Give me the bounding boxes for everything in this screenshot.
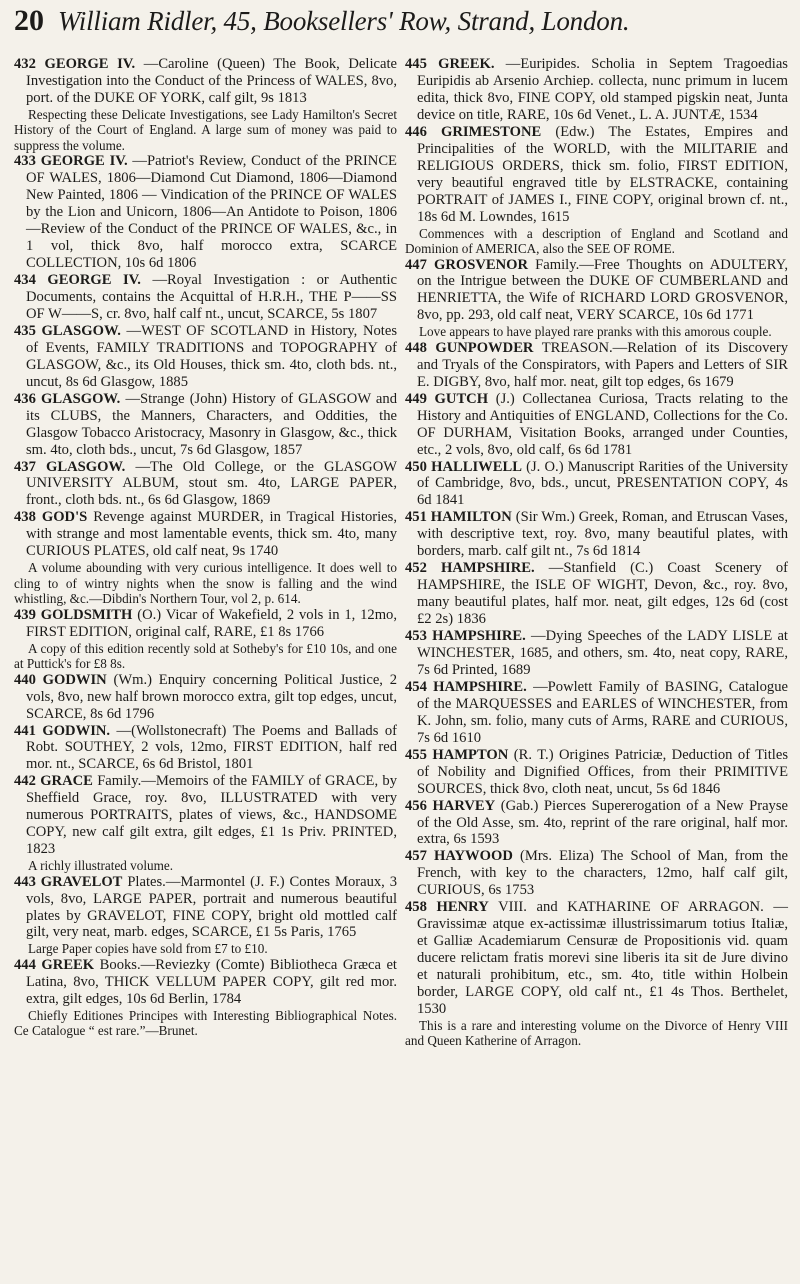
entry-description: —Royal Investigation : or Authentic Documents, contains the Acquittal of H.R.H., THE P——SS OF W——S, cr. 8vo, half calf nt., uncut, SCARCE, 5s 1807 (26, 272, 398, 322)
catalogue-entry (14, 723, 397, 774)
entry-heading: GEORGE IV. (40, 153, 128, 170)
entry-description: (Gab.) Pierces Supererogation of a New Prayse of the Old Asse, sm. 4to, reprint of the rare original, half mor. extra, 6s 1593 (417, 797, 788, 848)
entry-heading: HAMILTON (430, 509, 512, 526)
catalogue-entry (405, 798, 788, 849)
entry-number: 454 (405, 678, 427, 695)
entry-description: —Powlett Family of BASING, Catalogue of the MARQUESSES and EARLES of WINCHESTER, from K. John, sm. folio, many cuts of Arms, RARE and CURIOUS, 7s 6d 1610 (417, 678, 788, 746)
entry-description: (Sir Wm.) Greek, Roman, and Etruscan Vases, with descriptive text, roy. 8vo, many beautiful plates, with borders, marb. calf gilt nt., 7s 6d 1814 (417, 509, 788, 560)
entry-number: 457 (405, 848, 427, 865)
page-number: 20 (14, 4, 44, 37)
entry-description: —Caroline (Queen) The Book, Delicate Investigation into the Conduct of the Princess of WALES, 8vo, port. of the DUKE OF YORK, calf gilt, 9s 1813 (26, 56, 398, 106)
entry-heading: HAMPSHIRE. (441, 560, 535, 577)
entry-number: 445 (405, 56, 427, 72)
entry-heading: HAMPSHIRE. (433, 678, 527, 695)
catalogue-entry (405, 747, 788, 798)
entry-heading: GEORGE IV. (44, 56, 136, 72)
entry-description: —Dying Speeches of the LADY LISLE at WINCHESTER, 1685, and others, sm. 4to, neat copy, RARE, 7s 6d Printed, 1689 (417, 628, 788, 678)
catalogue-entry (14, 607, 397, 641)
catalogue-entry (14, 56, 397, 107)
entry-description: Family.—Free Thoughts on ADULTERY, on the Intrigue between the DUKE OF CUMBERLAND and HENRIETTA, the Wife of RICHARD LORD GROSVENOR, 8vo, pp. 293, old calf neat, VERY SCARCE, 10s 6d 1771 (417, 256, 788, 324)
catalogue-entry (14, 272, 397, 323)
page-header (14, 0, 788, 56)
entry-number: 439 (14, 606, 36, 623)
catalogue-entry (14, 672, 397, 723)
entry-heading: GRAVELOT (40, 873, 123, 890)
entry-number: 440 (14, 671, 36, 688)
entry-number: 436 (14, 390, 36, 407)
catalogue-entry (405, 560, 788, 628)
entry-heading: GLASGOW. (45, 458, 126, 475)
running-head: William Ridler, 45, Booksellers' Row, Strand, London. (58, 6, 630, 36)
entry-heading: GODWIN (42, 671, 107, 688)
entry-number: 437 (14, 458, 36, 475)
entry-description: (J.) Collectanea Curiosa, Tracts relating to the History and Antiquities of ENGLAND, Collections for the Co. OF DURHAM, Visitation Books, arranged under Counties, etc., 2 vols, 8vo, old calf, 6s 6d 1781 (417, 390, 788, 458)
entry-description: —Stanfield (C.) Coast Scenery of HAMPSHIRE, the ISLE OF WIGHT, Devon, &c., roy. 8vo, many beautiful plates, half mor. neat, gilt edges, 12s 6d (cost £2 2s) 1836 (417, 560, 788, 628)
catalogue-entry (14, 509, 397, 560)
catalogue-entry (405, 679, 788, 747)
entry-note: Commences with a description of England and Scotland and Dominion of AMERICA, also the SEE OF ROME. (405, 225, 788, 257)
catalogue-entry (405, 340, 788, 391)
catalogue-entry (405, 848, 788, 899)
entry-description: (J. O.) Manuscript Rarities of the University of Cambridge, 8vo, bds., uncut, PRESENTATION COPY, 4s 6d 1841 (417, 458, 788, 509)
entry-description: —The Old College, or the GLASGOW UNIVERSITY ALBUM, stout sm. 4to, LARGE PAPER, front., cloth bds. nt., 6s 6d Glasgow, 1869 (26, 458, 398, 509)
catalogue-entry (14, 874, 397, 942)
left-column (14, 56, 397, 1049)
entry-description: —WEST OF SCOTLAND in History, Notes of Events, FAMILY TRADITIONS and TOPOGRAPHY of GLASGOW, &c., its Old Houses, thick sm. 4to, cloth bds. nt., uncut, 8s 6d Glasgow, 1885 (26, 322, 397, 390)
entry-description: (R. T.) Origines Patriciæ, Deduction of Titles of Nobility and Dignified Offices, from their PRIMITIVE SOURCES, thick 8vo, cloth neat, uncut, 5s 6d 1846 (417, 746, 788, 797)
entry-number: 458 (405, 899, 427, 916)
entry-note: Large Paper copies have sold from £7 to £10. (28, 941, 268, 957)
entry-heading: HAYWOOD (433, 848, 513, 865)
entry-number: 435 (14, 322, 36, 339)
entry-note: A richly illustrated volume. (28, 858, 174, 874)
entry-description: VIII. and KATHARINE OF ARRAGON. —Gravissimæ atque ex-actissimæ illustrissimarum totius Italiæ, et Galliæ Academiarum Censuræ de Propositionis vid. quam ducere relictam fratis morevi sine liberis ita sit de Jure divino et naturali prohibitum, etc., sm. 4to, title within Holbein border, LARGE COPY, old calf nt., £1 4s Thos. Berthelet, 1530 (417, 899, 788, 1018)
entry-heading: HALLIWELL (431, 458, 522, 475)
entry-note: Respecting these Delicate Investigations, see Lady Hamilton's Secret History of the Court of England. A large sum of money was paid to suppress the volume. (14, 106, 397, 153)
catalogue-entry (14, 391, 397, 459)
entry-description: —Strange (John) History of GLASGOW and its CLUBS, the Manners, Characters, and Oddities, the Glasgow Tobacco Aristocracy, Masonry in Glasgow, &c., thick sm. 4to, cloth bds., uncut, 7s 6d Glasgow, 1857 (26, 390, 398, 458)
entry-description: (Wm.) Enquiry concerning Political Justice, 2 vols, 8vo, new half brown morocco extra, gilt top edges, uncut, SCARCE, 8s 6d 1796 (26, 671, 398, 722)
catalogue-entry (405, 391, 788, 459)
entry-description: —(Wollstonecraft) The Poems and Ballads of Robt. SOUTHEY, 2 vols, 12mo, FIRST EDITION, half red mor. nt., SCARCE, 6s 6d Bristol, 1801 (26, 722, 398, 773)
entry-note: Chiefly Editiones Principes with Interesting Bibliographical Notes. Ce Catalogue “ est rare.”—Brunet. (14, 1007, 397, 1039)
entry-number: 452 (405, 560, 427, 577)
entry-number: 444 (14, 956, 36, 973)
entry-heading: GOLDSMITH (40, 606, 133, 623)
catalogue-entry (405, 459, 788, 510)
catalogue-entry (14, 323, 397, 391)
entry-heading: GRIMESTONE (440, 123, 542, 140)
entry-description: —Euripides. Scholia in Septem Tragoedias Euripidis ab Arsenio Archiep. collecta, nunc primum in lucem edita, thick 8vo, FINE COPY, old stamped pigskin neat, Junta device on title, RARE, 10s 6d Venet., L. A. JUNTÆ, 1534 (417, 56, 788, 123)
entry-heading: GRACE (40, 773, 93, 790)
entry-description: Family.—Memoirs of the FAMILY of GRACE, by Sheffield Grace, roy. 8vo, ILLUSTRATED with very numerous PORTRAITS, plates of views, &c., HANDSOME COPY, new calf gilt extra, gilt edges, £1 1s Priv. PRINTED, 1823 (26, 773, 397, 858)
catalogue-entry (14, 459, 397, 510)
entry-heading: HAMPSHIRE. (432, 628, 526, 645)
entry-heading: GODWIN. (42, 722, 111, 739)
catalogue-entry (14, 153, 397, 272)
entry-number: 453 (405, 628, 427, 645)
entry-heading: GUNPOWDER (435, 339, 534, 356)
catalogue-entry (405, 509, 788, 560)
entry-number: 433 (14, 153, 36, 170)
catalogue-entry (405, 628, 788, 679)
entry-number: 451 (405, 509, 427, 526)
entry-number: 455 (405, 746, 427, 763)
entry-heading: GOD'S (41, 509, 88, 526)
entry-note: A copy of this edition recently sold at Sotheby's for £10 10s, and one at Puttick's for £8 8s. (14, 640, 397, 672)
entry-description: TREASON.—Relation of its Discovery and Tryals of the Conspirators, with Papers and Letters of SIR E. DIGBY, 8vo, half mor. neat, gilt top edges, 6s 1679 (417, 339, 788, 390)
entry-number: 443 (14, 873, 36, 890)
catalogue-columns (14, 56, 788, 1049)
entry-number: 447 (405, 256, 427, 273)
entry-heading: HENRY (436, 899, 489, 916)
entry-description: Revenge against MURDER, in Tragical Histories, with strange and most lamentable events, thick sm. 4to, many CURIOUS PLATES, old calf neat, 9s 1740 (26, 509, 397, 560)
entry-number: 434 (14, 272, 36, 289)
right-column (405, 56, 788, 1049)
entry-heading: HARVEY (432, 797, 496, 814)
entry-description: —Patriot's Review, Conduct of the PRINCE OF WALES, 1806—Diamond Cut Diamond, 1806—Diamond New Painted, 1806 — Vindication of the PRINCE OF WALES by the Lion and Unicorn, 1806—An Antidote to Poison, 1806—Review of the Conduct of the PRINCE OF WALES, &c., in 1 vol, thick 8vo, half morocco extra, SCARCE COLLECTION, 10s 6d 1806 (26, 153, 397, 272)
entry-number: 456 (405, 797, 427, 814)
entry-note: Love appears to have played rare pranks with this amorous couple. (419, 324, 772, 340)
entry-number: 446 (405, 123, 427, 140)
catalogue-entry (14, 957, 397, 1008)
entry-note: This is a rare and interesting volume on the Divorce of Henry VIII and Queen Katherine of Arragon. (405, 1017, 788, 1049)
entry-number: 449 (405, 390, 427, 407)
catalogue-entry (405, 257, 788, 325)
entry-number: 441 (14, 722, 36, 739)
entry-number: 442 (14, 773, 36, 790)
entry-number: 448 (405, 339, 427, 356)
catalogue-entry (405, 899, 788, 1018)
entry-heading: HAMPTON (432, 746, 509, 763)
entry-description: Plates.—Marmontel (J. F.) Contes Moraux, 3 vols, 8vo, LARGE PAPER, portrait and numerous beautiful plates by GRAVELOT, FINE COPY, bright old mottled calf gilt, very neat, marb. edges, SCARCE, £1 5s Paris, 1765 (26, 873, 397, 941)
entry-note: A volume abounding with very curious intelligence. It does well to cling to of wintry nights when the snow is falling and the wind whistling, &c.—Dibdin's Northern Tour, vol 2, p. 614. (14, 560, 397, 607)
entry-number: 450 (405, 458, 427, 475)
entry-description: (Mrs. Eliza) The School of Man, from the French, with key to the characters, 12mo, half calf gilt, CURIOUS, 6s 1753 (417, 848, 789, 899)
entry-number: 432 (14, 56, 36, 72)
catalogue-entry (405, 124, 788, 226)
entry-heading: GLASGOW. (41, 322, 121, 339)
entry-heading: GEORGE IV. (47, 272, 141, 289)
entry-number: 438 (14, 509, 36, 526)
entry-description: (Edw.) The Estates, Empires and Principalities of the WORLD, with the MILITARIE and RELIGIOUS ORDERS, thick sm. folio, FIRST EDITION, very beautiful engraved title by ELSTRACKE, containing PORTRAIT of JAMES I., FINE COPY, original brown cf. nt., 18s 6d M. Lowndes, 1615 (417, 123, 788, 225)
catalogue-entry (14, 773, 397, 858)
entry-description: Books.—Reviezky (Comte) Bibliotheca Græca et Latina, 8vo, THICK VELLUM PAPER COPY, gilt red mor. extra, gilt edges, 10s 6d Berlin, 1784 (26, 956, 397, 1007)
entry-heading: GUTCH (434, 390, 489, 407)
entry-heading: GLASGOW. (40, 390, 121, 407)
entry-heading: GREEK (41, 956, 95, 973)
entry-description: (O.) Vicar of Wakefield, 2 vols in 1, 12mo, FIRST EDITION, original calf, RARE, £1 8s 1766 (26, 606, 397, 640)
entry-heading: GREEK. (438, 56, 495, 72)
catalogue-entry (405, 56, 788, 124)
entry-heading: GROSVENOR (434, 256, 529, 273)
